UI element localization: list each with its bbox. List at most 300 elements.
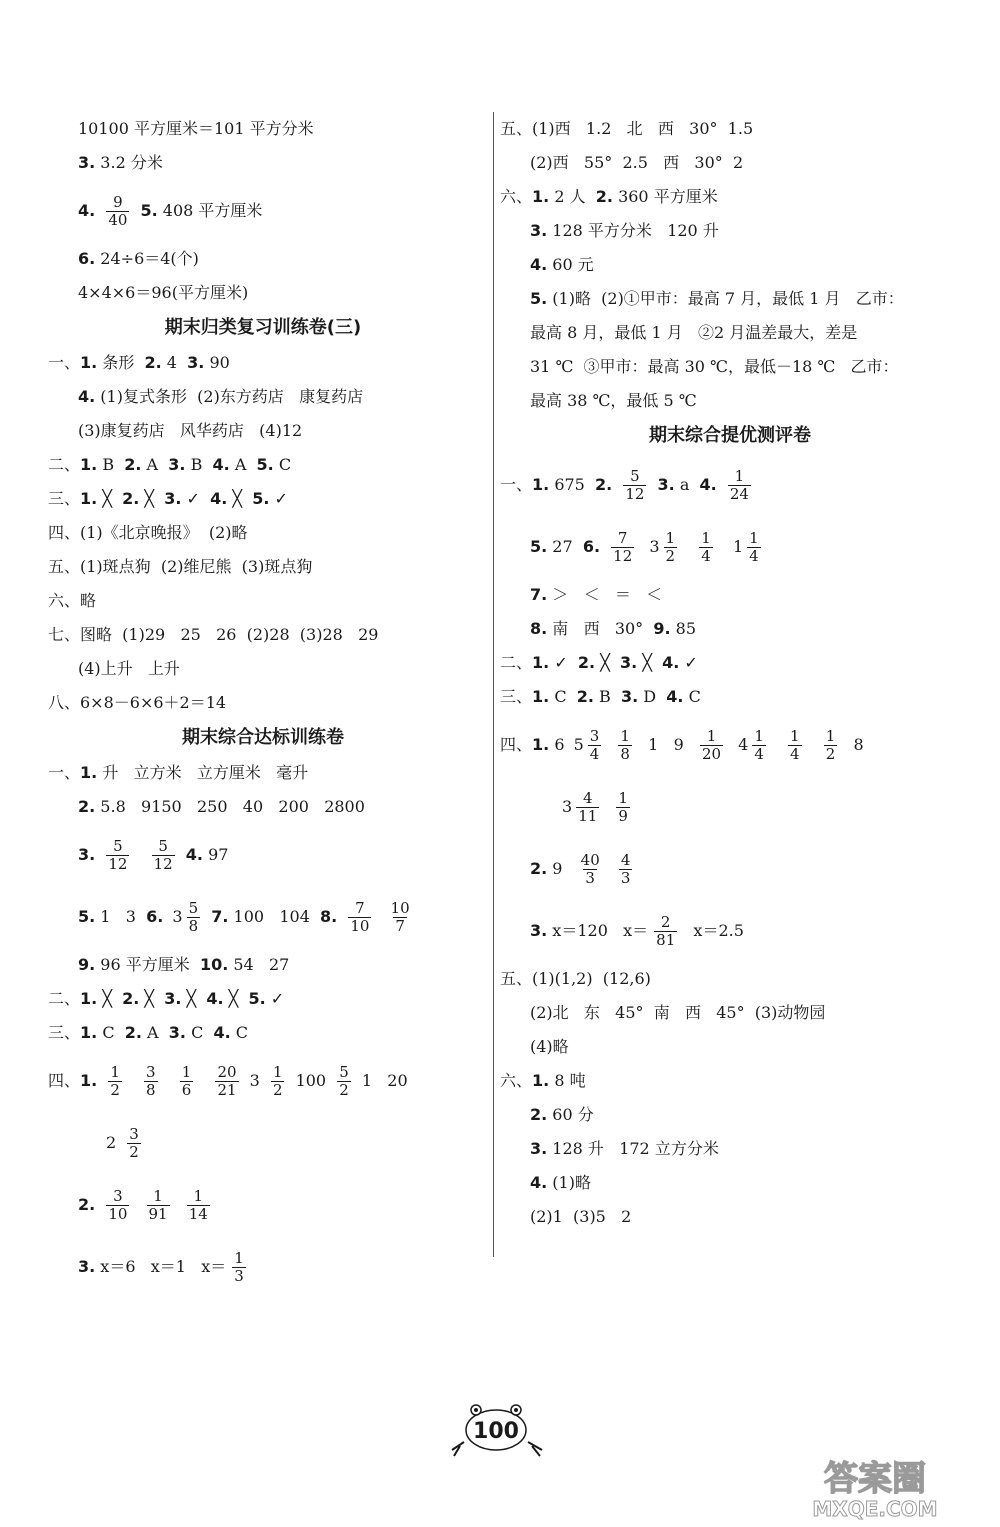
- answer-line: [500, 776, 960, 838]
- answer-line: [48, 276, 478, 310]
- question-number: 1.: [532, 475, 550, 494]
- fraction-numerator: 3: [113, 1186, 123, 1205]
- answer-text: ╳: [139, 489, 165, 508]
- mixed-number: [172, 900, 202, 935]
- fraction-numerator: 4: [582, 788, 593, 807]
- answer-text: [607, 735, 612, 755]
- answer-text: (1)略 (2)①甲市：最高 7 月，最低 1 月 乙市：: [547, 289, 904, 308]
- answer-text: A: [229, 455, 257, 474]
- answer-line: [48, 516, 478, 550]
- answer-line: [48, 886, 478, 948]
- answer-text: 升 立方米 立方厘米 毫升: [97, 763, 309, 782]
- fraction: [699, 530, 713, 565]
- answer-text: A: [141, 455, 169, 474]
- answer-line: [500, 996, 960, 1030]
- question-number: 2.: [595, 475, 613, 494]
- answer-line: [48, 982, 478, 1016]
- fraction: [337, 1064, 351, 1099]
- answer-line: [500, 680, 960, 714]
- question-number: 5.: [252, 489, 270, 508]
- answer-text: 1 20: [356, 1071, 408, 1090]
- answer-line: [500, 454, 960, 516]
- answer-text: [135, 1195, 140, 1215]
- answer-line: [48, 686, 478, 720]
- question-number: 5.: [78, 907, 96, 926]
- answer-text: 5.8 9150 250 40 200 2800: [95, 797, 365, 816]
- fraction-numerator: 1: [618, 788, 628, 807]
- answer-line: [48, 550, 478, 584]
- answer-line: [500, 248, 960, 282]
- fraction-numerator: 5: [113, 836, 123, 855]
- fraction-numerator: 1: [181, 1062, 192, 1081]
- fraction-numerator: 1: [272, 1062, 283, 1081]
- answer-text: (4)略: [530, 1037, 569, 1056]
- answer-text: (1)略: [547, 1173, 591, 1192]
- answer-line: [48, 414, 478, 448]
- fraction: [588, 728, 602, 763]
- question-number: 2.: [530, 859, 548, 878]
- answer-text: [719, 537, 729, 557]
- fraction-numerator: 1: [706, 726, 717, 745]
- fraction-denominator: 4: [754, 744, 764, 763]
- answer-line: [500, 146, 960, 180]
- fraction-numerator: 1: [790, 726, 800, 745]
- answer-text: x＝120 x＝: [547, 921, 649, 940]
- answer-text: ✓: [265, 989, 285, 1008]
- answer-text: 七、图略 (1)29 25 26 (2)28 (3)28 29: [48, 625, 379, 644]
- fraction-numerator: 7: [355, 898, 365, 917]
- answer-text: 10100 平方厘米＝101 平方分米: [78, 119, 314, 138]
- answer-line: [500, 612, 960, 646]
- fraction-numerator: 1: [620, 726, 630, 745]
- answer-line: [48, 448, 478, 482]
- question-number: 2.: [595, 187, 613, 206]
- answer-text: x＝6 x＝1 x＝: [95, 1257, 227, 1276]
- left-column: [48, 112, 478, 1298]
- question-number: 2.: [577, 653, 596, 672]
- fraction: [147, 1188, 170, 1223]
- question-number: 3.: [164, 489, 182, 508]
- answer-line: [500, 1132, 960, 1166]
- answer-text: 60 元: [547, 255, 594, 274]
- mixed-number: [649, 530, 679, 565]
- answer-text: [176, 1195, 181, 1215]
- question-number: 1.: [532, 653, 550, 672]
- fraction-numerator: 5: [158, 836, 168, 855]
- question-number: 3.: [187, 353, 205, 372]
- answer-text: 96 平方厘米: [95, 955, 200, 974]
- fraction: [824, 728, 838, 763]
- question-number: 3.: [530, 221, 548, 240]
- column-divider: [493, 112, 494, 1257]
- answer-text: ╳: [637, 653, 663, 672]
- question-number: 4.: [212, 455, 230, 474]
- answer-text: 南 西 30°: [547, 619, 654, 638]
- fraction: [700, 728, 723, 763]
- answer-line: [500, 316, 960, 350]
- answer-line: [500, 1098, 960, 1132]
- answer-text: [337, 907, 342, 927]
- fraction-denominator: 2: [825, 744, 836, 763]
- answer-text: [135, 845, 145, 865]
- answer-text: [808, 735, 818, 755]
- answer-text: B: [97, 455, 125, 474]
- answer-text: a: [674, 475, 700, 494]
- fraction-denominator: 2: [272, 1080, 283, 1099]
- answer-line: [48, 242, 478, 276]
- answer-text: 三、: [500, 687, 533, 706]
- answer-line: [500, 962, 960, 996]
- fraction-numerator: 3: [589, 726, 600, 745]
- fraction-numerator: 1: [193, 1186, 203, 1205]
- question-number: 6.: [146, 907, 164, 926]
- answer-line: [48, 652, 478, 686]
- answer-text: C: [230, 1023, 249, 1042]
- answer-text: 2 人: [549, 187, 596, 206]
- answer-text: x＝2.5: [683, 921, 744, 940]
- answer-line: [500, 578, 960, 612]
- answer-line: [500, 838, 960, 900]
- fraction: [788, 728, 802, 763]
- fraction-numerator: 7: [617, 528, 628, 547]
- answer-text: [164, 1071, 174, 1091]
- fraction-numerator: 3: [129, 1124, 139, 1143]
- answer-text: 一、: [500, 475, 533, 494]
- answer-text: 1 3: [95, 907, 147, 926]
- mixed-number: [738, 728, 768, 763]
- answer-line: [48, 146, 478, 180]
- answer-text: (2)西 55° 2.5 西 30° 2: [530, 153, 744, 172]
- answer-line: [48, 790, 478, 824]
- question-number: 4.: [530, 1173, 548, 1192]
- fraction-numerator: 10: [390, 898, 410, 917]
- fraction-denominator: 81: [656, 930, 676, 949]
- section-title: 期末综合达标训练卷: [182, 727, 344, 748]
- fraction-denominator: 10: [350, 916, 370, 935]
- answer-text: 2: [106, 1133, 122, 1152]
- answer-text: [95, 1195, 100, 1215]
- answer-text: [612, 475, 617, 495]
- fraction-denominator: 8: [620, 744, 630, 763]
- question-number: 4.: [666, 687, 684, 706]
- fraction: [579, 852, 602, 887]
- answer-text: ✓: [549, 653, 578, 672]
- answer-text: ╳: [223, 989, 249, 1008]
- fraction-numerator: 1: [110, 1062, 120, 1081]
- question-number: 2.: [530, 1105, 548, 1124]
- fraction-denominator: 14: [188, 1204, 208, 1223]
- answer-line: [500, 384, 960, 418]
- fraction: [619, 852, 633, 887]
- fraction-denominator: 3: [620, 868, 631, 887]
- fraction-denominator: 12: [153, 854, 173, 873]
- answer-text: 五、(1)西 1.2 北 西 30° 1.5: [500, 119, 754, 138]
- answer-text: (2)1 (3)5 2: [530, 1207, 632, 1226]
- fraction-denominator: 10: [108, 1204, 128, 1223]
- question-number: 2.: [144, 353, 162, 372]
- answer-text: C: [97, 1023, 125, 1042]
- answer-line: [500, 1200, 960, 1234]
- question-number: 1.: [532, 735, 550, 754]
- answer-line: [48, 1236, 478, 1298]
- answer-text: 90: [204, 353, 230, 372]
- answer-line: [48, 756, 478, 790]
- mixed-number-whole: 3: [172, 907, 183, 926]
- answer-text: 4: [161, 353, 188, 372]
- answer-line: [48, 948, 478, 982]
- fraction-numerator: 1: [749, 528, 759, 547]
- answer-text: [608, 859, 613, 879]
- fraction-denominator: 7: [395, 916, 405, 935]
- fraction-denominator: 2: [339, 1080, 349, 1099]
- fraction-numerator: 20: [217, 1062, 237, 1081]
- answer-text: 六、: [500, 187, 533, 206]
- answer-text: ＞ ＜ ＝ ＜: [547, 585, 663, 604]
- question-number: 2.: [78, 797, 96, 816]
- answer-text: 3: [244, 1071, 265, 1090]
- fraction-denominator: 24: [729, 484, 749, 503]
- fraction-denominator: 4: [701, 546, 711, 565]
- answer-text: 一、: [48, 763, 81, 782]
- answer-text: B: [593, 687, 621, 706]
- watermark-title: 答案圈: [824, 1459, 926, 1499]
- answer-text: 一、: [48, 353, 81, 372]
- question-number: 1.: [532, 187, 550, 206]
- fraction: [271, 1064, 285, 1099]
- fraction-numerator: 40: [580, 850, 600, 869]
- question-number: 5.: [248, 989, 266, 1008]
- answer-text: 3.2 分米: [95, 153, 163, 172]
- fraction: [232, 1250, 246, 1285]
- answer-text: [640, 537, 645, 557]
- answer-text: [717, 475, 722, 495]
- answer-line: [500, 646, 960, 680]
- answer-text: C: [273, 455, 292, 474]
- fraction-denominator: 2: [129, 1142, 139, 1161]
- answer-text: ╳: [595, 653, 621, 672]
- answer-text: [163, 907, 168, 927]
- right-column: [500, 112, 960, 1234]
- question-number: 4.: [210, 489, 228, 508]
- answer-text: 408 平方厘米: [157, 201, 263, 220]
- fraction: [623, 468, 646, 503]
- fraction: [747, 530, 761, 565]
- answer-line: [48, 112, 478, 146]
- mixed-number-whole: 5: [573, 735, 584, 754]
- question-number: 7.: [530, 585, 548, 604]
- answer-text: 100: [290, 1071, 332, 1090]
- section-title: 期末归类复习训练卷(三): [164, 317, 362, 338]
- answer-text: 最高 8 月，最低 1 月 ②2 月温差最大，差是: [530, 323, 858, 342]
- fraction-numerator: 9: [113, 192, 123, 211]
- answer-text: 27: [547, 537, 583, 556]
- fraction: [215, 1064, 238, 1099]
- answer-text: C: [683, 687, 701, 706]
- answer-text: ╳: [227, 489, 253, 508]
- fraction: [187, 900, 201, 935]
- mixed-number-whole: 1: [732, 537, 744, 556]
- fraction-denominator: 9: [618, 806, 628, 825]
- answer-line: [48, 618, 478, 652]
- answer-line: [500, 1166, 960, 1200]
- question-number: 5.: [530, 537, 548, 556]
- fraction-numerator: 4: [620, 850, 631, 869]
- question-number: 1.: [80, 989, 98, 1008]
- answer-text: [97, 1071, 102, 1091]
- fraction-denominator: 40: [108, 210, 128, 229]
- question-number: 3.: [78, 845, 96, 864]
- fraction: [108, 1064, 122, 1099]
- answer-line: [500, 112, 960, 146]
- answer-text: 四、: [48, 1071, 81, 1090]
- fraction-denominator: 8: [146, 1080, 156, 1099]
- question-number: 3.: [78, 1257, 96, 1276]
- answer-line: [48, 584, 478, 618]
- answer-text: 五、(1)斑点狗 (2)维尼熊 (3)斑点狗: [48, 557, 313, 576]
- answer-text: [377, 907, 382, 927]
- fraction-numerator: 2: [660, 912, 671, 931]
- answer-text: 二、: [48, 989, 81, 1008]
- question-number: 2.: [122, 989, 140, 1008]
- answer-line: [48, 482, 478, 516]
- question-number: 3.: [164, 989, 182, 1008]
- answer-text: 五、(1)(1,2) (12,6): [500, 969, 651, 988]
- fraction-numerator: 1: [234, 1248, 244, 1267]
- question-number: 7.: [211, 907, 229, 926]
- fraction-numerator: 1: [825, 726, 836, 745]
- question-number: 1.: [532, 687, 550, 706]
- mixed-number-whole: 3: [562, 797, 573, 816]
- answer-text: ╳: [139, 989, 165, 1008]
- answer-text: [95, 201, 100, 221]
- question-number: 10.: [199, 955, 229, 974]
- question-number: 5.: [140, 201, 158, 220]
- page-number: 100: [473, 1419, 519, 1444]
- fraction-denominator: 3: [585, 868, 595, 887]
- fraction-numerator: 1: [754, 726, 764, 745]
- question-number: 9.: [78, 955, 96, 974]
- answer-text: C: [185, 1023, 214, 1042]
- fraction: [106, 1188, 129, 1223]
- fraction: [576, 790, 599, 825]
- answer-text: 八、6×8－6×6＋2＝14: [48, 693, 227, 712]
- fraction-denominator: 20: [701, 744, 722, 763]
- answer-text: 四、: [500, 735, 533, 754]
- fraction-denominator: 12: [108, 854, 128, 873]
- fraction-denominator: 12: [613, 546, 633, 565]
- question-number: 2.: [122, 489, 140, 508]
- question-number: 2.: [124, 455, 142, 474]
- site-watermark: [760, 1452, 990, 1522]
- answer-text: (1)复式条形 (2)东方药店 康复药店: [95, 387, 364, 406]
- question-number: 3.: [530, 921, 548, 940]
- answer-text: [605, 797, 610, 817]
- fraction: [152, 838, 175, 873]
- answer-text: [600, 537, 605, 557]
- answer-text: [729, 735, 734, 755]
- question-number: 3.: [620, 653, 638, 672]
- answer-text: 360 平方厘米: [612, 187, 718, 206]
- question-number: 4.: [78, 387, 96, 406]
- fraction-denominator: 11: [578, 806, 598, 825]
- mixed-number: [562, 790, 601, 825]
- question-number: 1.: [80, 1023, 98, 1042]
- answer-text: (4)上升 上升: [78, 659, 180, 678]
- answer-line: [500, 214, 960, 248]
- fraction-denominator: 4: [749, 546, 759, 565]
- fraction: [752, 728, 766, 763]
- answer-text: (2)北 东 45° 南 西 45° (3)动物园: [530, 1003, 826, 1022]
- answer-text: 二、: [48, 455, 81, 474]
- answer-line: [500, 1064, 960, 1098]
- fraction: [127, 1126, 141, 1161]
- question-number: 4.: [662, 653, 680, 672]
- answer-line: [48, 824, 478, 886]
- answer-text: 4×4×6＝96(平方厘米): [78, 283, 249, 302]
- fraction: [180, 1064, 194, 1099]
- question-number: 2.: [576, 687, 594, 706]
- fraction-numerator: 3: [146, 1062, 156, 1081]
- fraction-numerator: 5: [630, 466, 640, 485]
- question-number: 4.: [206, 989, 224, 1008]
- fraction-numerator: 1: [734, 466, 745, 485]
- answer-line: [500, 350, 960, 384]
- question-number: 4.: [78, 201, 96, 220]
- answer-text: 675: [549, 475, 596, 494]
- answer-line: [48, 1112, 478, 1174]
- answer-text: 1 9: [637, 735, 694, 754]
- answer-text: 128 平方分米 120 升: [547, 221, 719, 240]
- watermark-url: MXQE.COM: [812, 1497, 938, 1521]
- question-number: 1.: [80, 489, 98, 508]
- fraction: [616, 790, 630, 825]
- answer-text: [683, 537, 693, 557]
- question-number: 1.: [80, 763, 98, 782]
- fraction: [618, 728, 632, 763]
- answer-line: [48, 380, 478, 414]
- fraction-numerator: 5: [339, 1062, 349, 1081]
- question-number: 8.: [530, 619, 548, 638]
- answer-text: (3)康复药店 风华药店 (4)12: [78, 421, 303, 440]
- answer-line: [500, 1030, 960, 1064]
- question-number: 5.: [530, 289, 548, 308]
- fraction-denominator: 6: [181, 1080, 192, 1099]
- question-number: 3.: [168, 1023, 186, 1042]
- question-number: 3.: [657, 475, 675, 494]
- fraction: [728, 468, 751, 503]
- answer-line: [48, 346, 478, 380]
- answer-text: ✓: [679, 653, 698, 672]
- question-number: 1.: [80, 1071, 98, 1090]
- answer-text: [128, 1071, 138, 1091]
- mixed-number: [574, 728, 604, 763]
- fraction: [348, 900, 371, 935]
- answer-text: 六、: [500, 1071, 533, 1090]
- answer-text: 6: [549, 735, 570, 754]
- answer-line: [500, 900, 960, 962]
- answer-text: A: [141, 1023, 169, 1042]
- answer-text: 8: [843, 735, 864, 754]
- fraction: [187, 1188, 210, 1223]
- fraction: [144, 1064, 158, 1099]
- fraction-denominator: 3: [234, 1266, 244, 1285]
- answer-text: B: [185, 455, 213, 474]
- answer-text: C: [549, 687, 577, 706]
- answer-text: 二、: [500, 653, 533, 672]
- fraction: [389, 900, 412, 935]
- answer-text: 85: [670, 619, 697, 638]
- fraction: [654, 914, 677, 949]
